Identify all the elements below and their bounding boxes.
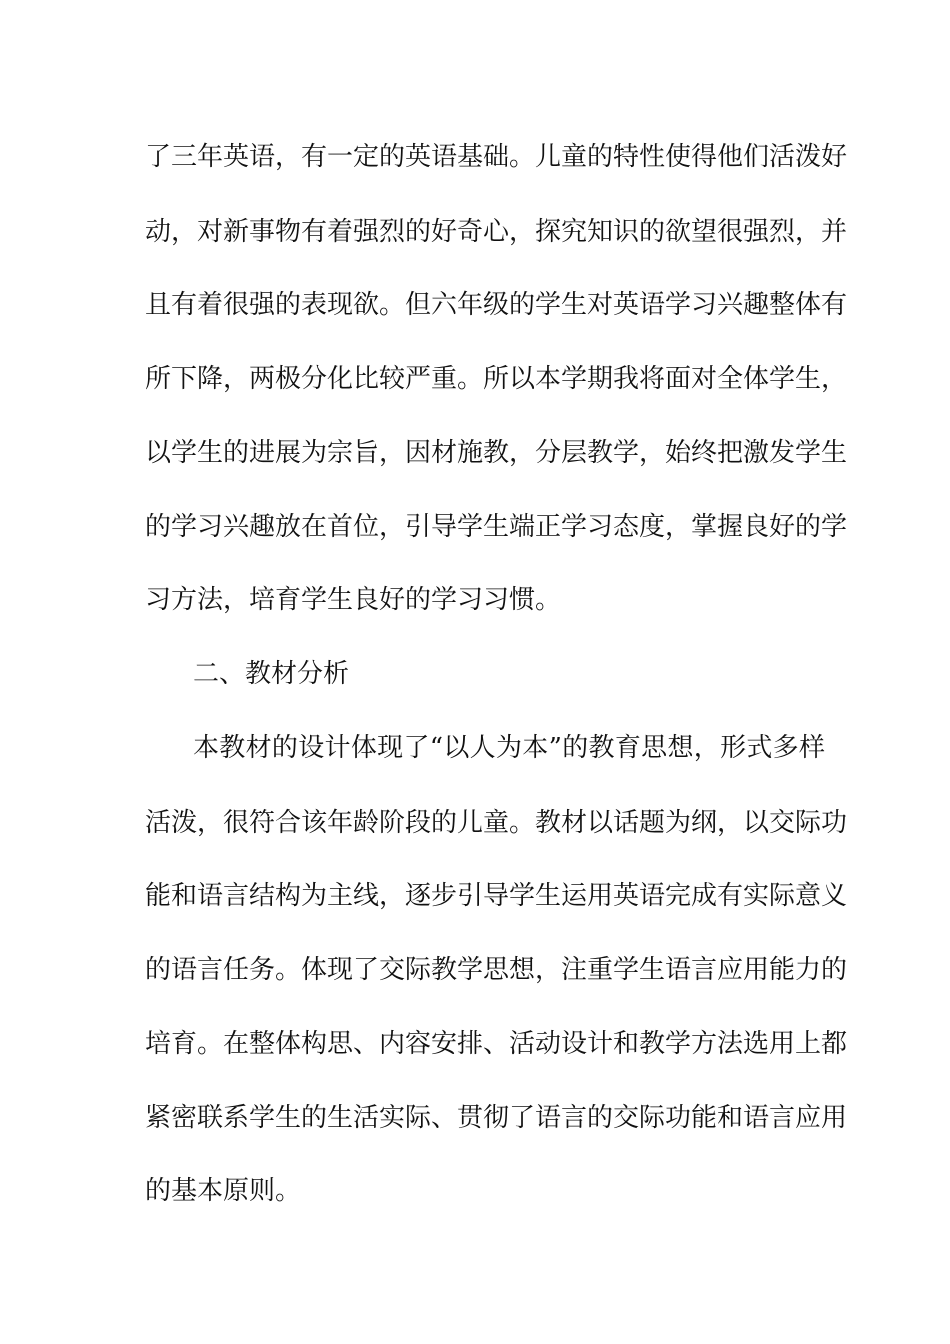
- paragraph-line: 紧密联系学生的生活实际、贯彻了语言的交际功能和语言应用: [145, 1103, 848, 1133]
- paragraph-line: 且有着很强的表现欲。但六年级的学生对英语学习兴趣整体有: [145, 290, 848, 320]
- section-heading: 二、教材分析: [193, 659, 350, 689]
- paragraph-line: 的基本原则。: [145, 1176, 302, 1206]
- paragraph-line: 本教材的设计体现了“以人为本”的教育思想，形式多样: [193, 733, 825, 763]
- paragraph-line: 所下降，两极分化比较严重。所以本学期我将面对全体学生，: [145, 364, 848, 394]
- paragraph-line: 能和语言结构为主线，逐步引导学生运用英语完成有实际意义: [145, 881, 848, 911]
- paragraph-line: 的语言任务。体现了交际教学思想，注重学生语言应用能力的: [145, 955, 848, 985]
- paragraph-line: 的学习兴趣放在首位，引导学生端正学习态度，掌握良好的学: [145, 512, 848, 542]
- paragraph-line: 习方法，培育学生良好的学习习惯。: [145, 585, 562, 615]
- paragraph-line: 以学生的进展为宗旨，因材施教，分层教学，始终把激发学生: [145, 438, 848, 468]
- paragraph-line: 了三年英语，有一定的英语基础。儿童的特性使得他们活泼好: [145, 142, 848, 172]
- paragraph-line: 活泼，很符合该年龄阶段的儿童。教材以话题为纲，以交际功: [145, 808, 848, 838]
- paragraph-line: 培育。在整体构思、内容安排、活动设计和教学方法选用上都: [145, 1029, 848, 1059]
- paragraph-line: 动，对新事物有着强烈的好奇心，探究知识的欲望很强烈，并: [145, 217, 848, 247]
